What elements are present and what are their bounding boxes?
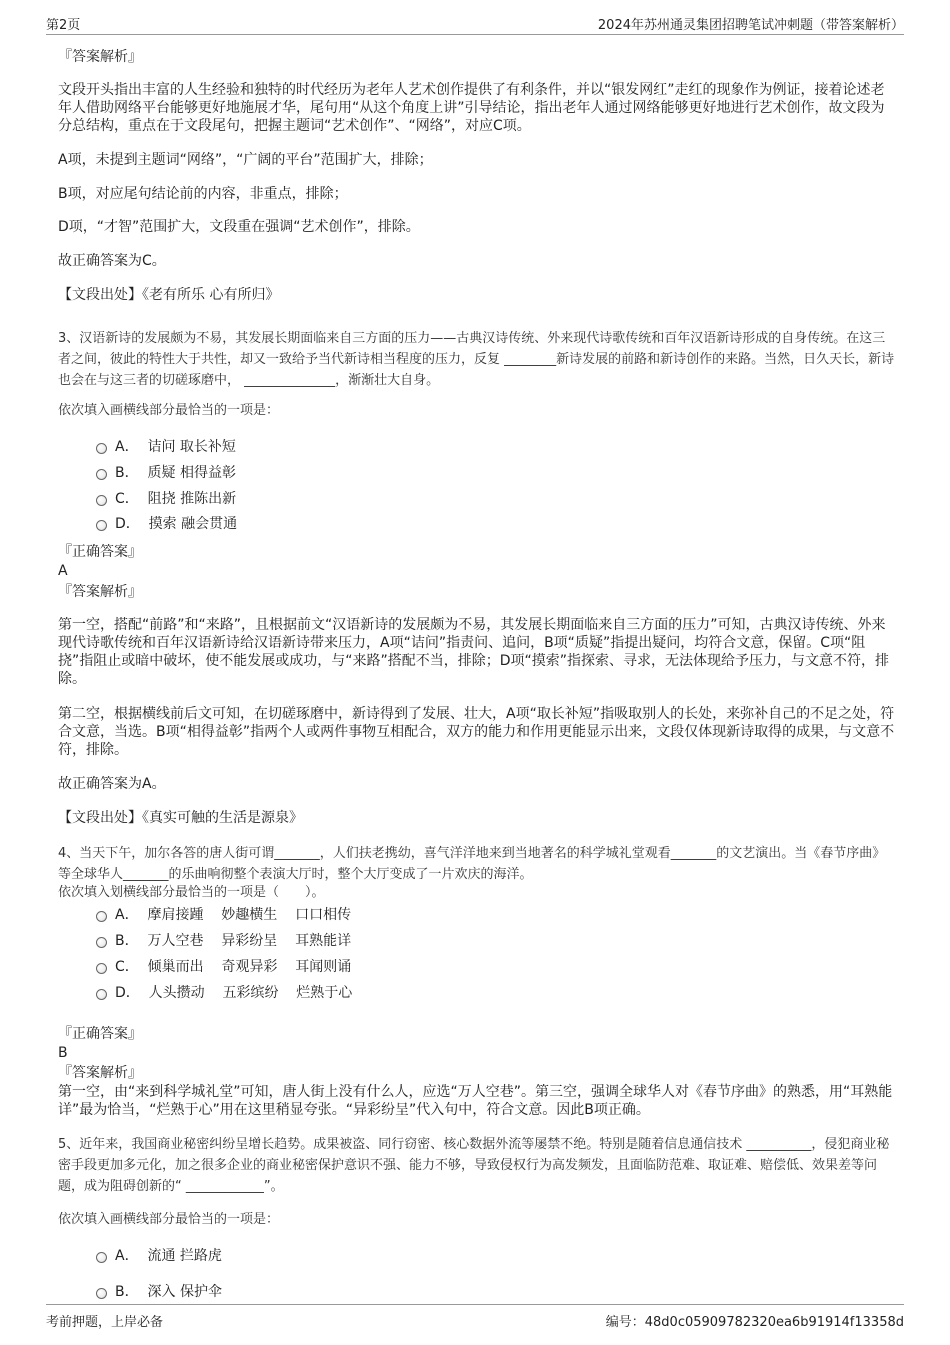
radio-icon[interactable] bbox=[96, 1252, 107, 1263]
footer-slogan: 考前押题，上岸必备 bbox=[46, 1315, 164, 1330]
q2-option-d-analysis: D项，“才智”范围扩大，文段重在强调“艺术创作”，排除。 bbox=[58, 219, 420, 235]
radio-icon[interactable] bbox=[96, 989, 107, 1000]
q3-conclusion: 故正确答案为A。 bbox=[58, 776, 166, 792]
radio-icon[interactable] bbox=[96, 520, 107, 531]
q3-option-b[interactable]: B． 质疑 相得益彰 bbox=[96, 464, 236, 482]
q3-source: 【文段出处】《真实可触的生活是源泉》 bbox=[58, 810, 303, 826]
q2-source: 【文段出处】《老有所乐 心有所归》 bbox=[58, 287, 280, 303]
radio-icon[interactable] bbox=[96, 963, 107, 974]
page-number: 第2页 bbox=[46, 18, 81, 33]
q5-prompt: 依次填入画横线部分最恰当的一项是： bbox=[58, 1212, 280, 1227]
q3-option-d[interactable]: D． 摸索 融会贯通 bbox=[96, 515, 237, 533]
page-header bbox=[46, 12, 904, 35]
q2-analysis-text: 文段开头指出丰富的人生经验和独特的时代经历为老年人艺术创作提供了有利条件，并以“银发网红”走红的现象作为例证，接着论述老年人借助网络平台能够更好地施展才华，尾句用“从这个角度上讲”引导结论，指出老年人通过网络能够更好地进行艺术创作，故文段为分总结构，重点在于文段尾句，把握主题词“艺术创作”、“网络”，对应C项。 bbox=[58, 82, 885, 134]
q5-stem: 5、近年来，我国商业秘密纠纷呈增长趋势。成果被盗、同行窃密、核心数据外流等屡禁不绝。特别是随着信息通信技术 __________，侵犯商业秘密手段更加多元化，加之很多企业的商业秘密保护意识不强、能力不够，导致侵权行为高发频发，且面临防范难、取证难、赔偿低、效果差等问题，成为阻碍创新的“ ____________”。 bbox=[58, 1137, 890, 1194]
q4-option-c[interactable]: C． 倾巢而出 奇观异彩 耳闻则诵 bbox=[96, 958, 351, 976]
q4-correct-answer: B bbox=[58, 1045, 68, 1061]
q2-analysis-label: 『答案解析』 bbox=[58, 49, 142, 65]
document-id: 编号：48d0c05909782320ea6b91914f13358d bbox=[605, 1315, 904, 1330]
q3-analysis-p2: 第二空，根据横线前后文可知，在切磋琢磨中，新诗得到了发展、壮大，A项“取长补短”指吸取别人的长处，来弥补自己的不足之处，符合文意，当选。B项“相得益彰”指两个人或两件事物互相配合，双方的能力和作用更能显示出来，文段仅体现新诗取得的成果，与文意不符，排除。 bbox=[58, 706, 895, 758]
q3-prompt: 依次填入画横线部分最恰当的一项是： bbox=[58, 403, 280, 418]
q2-option-a-analysis: A项，未提到主题词“网络”，“广阔的平台”范围扩大，排除； bbox=[58, 152, 433, 168]
q4-option-d[interactable]: D． 人头攒动 五彩缤纷 烂熟于心 bbox=[96, 984, 352, 1002]
q3-correct-answer: A bbox=[58, 563, 68, 579]
q5-option-a[interactable]: A． 流通 拦路虎 bbox=[96, 1247, 222, 1265]
q3-analysis-label: 『答案解析』 bbox=[58, 584, 142, 600]
q2-option-b-analysis: B项，对应尾句结论前的内容，非重点，排除； bbox=[58, 186, 348, 202]
q4-correct-label: 『正确答案』 bbox=[58, 1026, 142, 1042]
q4-analysis-p1: 第一空，由“来到科学城礼堂”可知，唐人街上没有什么人，应选“万人空巷”。第三空，强调全球华人对《春节序曲》的熟悉，用“耳熟能详”最为恰当，“烂熟于心”用在这里稍显夸张。“异彩纷呈”代入句中，符合文意。因此B项正确。 bbox=[58, 1084, 893, 1118]
radio-icon[interactable] bbox=[96, 443, 107, 454]
radio-icon[interactable] bbox=[96, 469, 107, 480]
q2-conclusion: 故正确答案为C。 bbox=[58, 253, 166, 269]
q4-prompt: 依次填入划横线部分最恰当的一项是（ ）。 bbox=[58, 885, 325, 900]
q3-option-c[interactable]: C． 阻挠 推陈出新 bbox=[96, 490, 236, 508]
q5-option-b[interactable]: B． 深入 保护伞 bbox=[96, 1283, 222, 1301]
q4-option-a[interactable]: A． 摩肩接踵 妙趣横生 口口相传 bbox=[96, 906, 351, 924]
radio-icon[interactable] bbox=[96, 911, 107, 922]
radio-icon[interactable] bbox=[96, 1288, 107, 1299]
q3-option-a[interactable]: A． 诘问 取长补短 bbox=[96, 438, 236, 456]
document-title: 2024年苏州通灵集团招聘笔试冲刺题（带答案解析） bbox=[597, 18, 904, 33]
radio-icon[interactable] bbox=[96, 937, 107, 948]
q3-correct-label: 『正确答案』 bbox=[58, 544, 142, 560]
page-footer bbox=[46, 1304, 904, 1329]
q3-analysis-p1: 第一空，搭配“前路”和“来路”，且根据前文“汉语新诗的发展颇为不易，其发展长期面临来自三方面的压力”可知，古典汉诗传统、外来现代诗歌传统和百年汉语新诗给汉语新诗带来压力，A项“诘问”指责问、追问，B项“质疑”指提出疑问，均符合文意，保留。C项“阻挠”指阻止或暗中破坏，使不能发展或成功，与“来路”搭配不当，排除；D项“摸索”指探索、寻求，无法体现给予压力，与文意不符，排除。 bbox=[58, 617, 890, 687]
q4-option-b[interactable]: B． 万人空巷 异彩纷呈 耳熟能详 bbox=[96, 932, 351, 950]
q4-stem: 4、当天下午，加尔各答的唐人街可谓_______，人们扶老携幼，喜气洋洋地来到当地著名的科学城礼堂观看_______的文艺演出。当《春节序曲》等全球华人_______的乐曲响彻整个表演大厅时，整个大厅变成了一片欢庆的海洋。 bbox=[58, 846, 886, 882]
radio-icon[interactable] bbox=[96, 495, 107, 506]
q3-stem: 3、汉语新诗的发展颇为不易，其发展长期面临来自三方面的压力——古典汉诗传统、外来现代诗歌传统和百年汉语新诗形成的自身传统。在这三者之间，彼此的特性大于共性，却又一致给予当代新诗相当程度的压力，反复 ________新诗发展的前路和新诗创作的来路。当然，日久天长，新诗也会在与这三者的切磋琢磨中， ______________，渐渐壮大自身。 bbox=[58, 331, 895, 388]
q4-analysis-label: 『答案解析』 bbox=[58, 1065, 142, 1081]
